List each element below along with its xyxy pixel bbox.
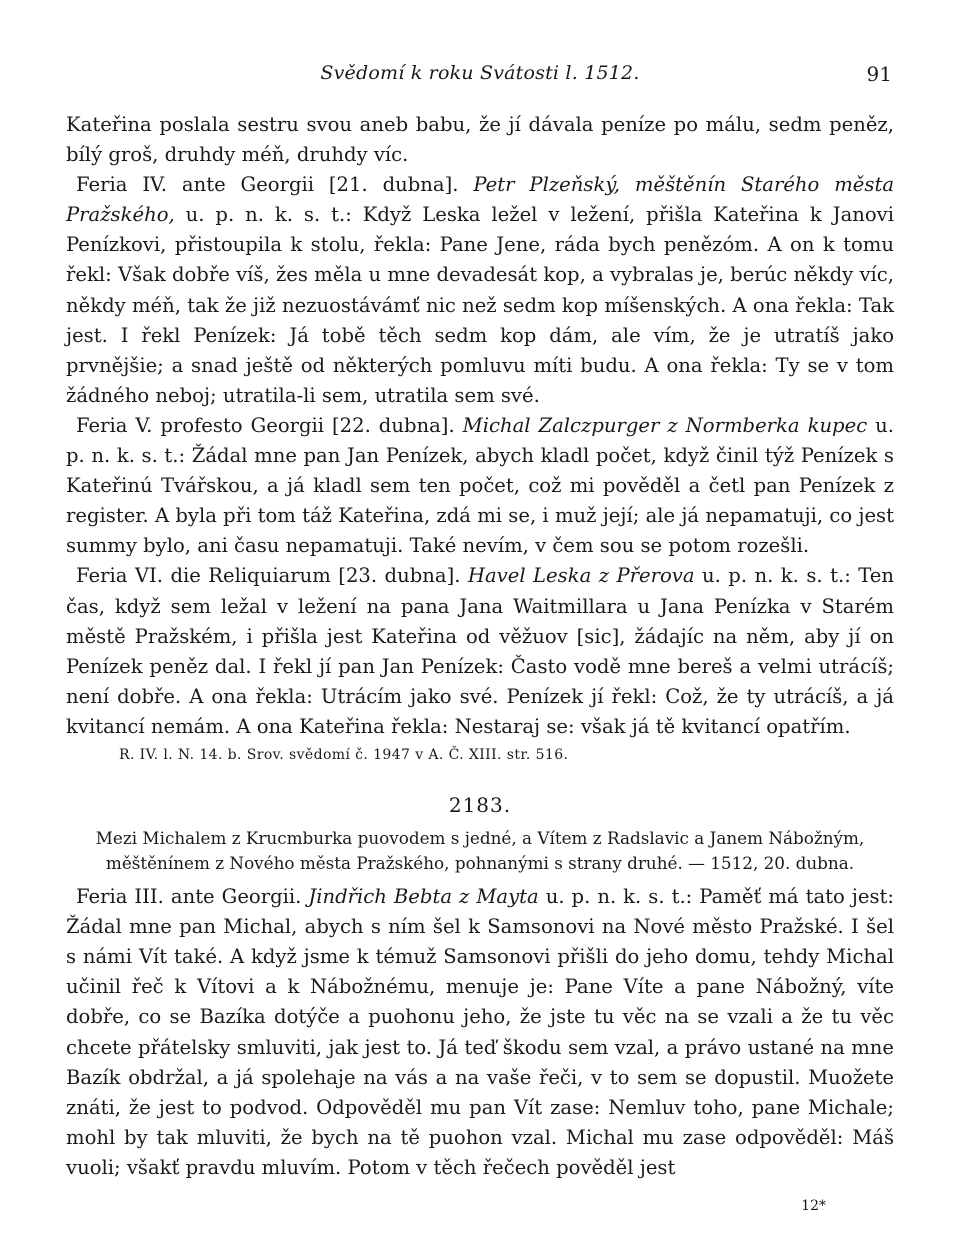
page-number: 91 (866, 62, 892, 86)
witness-name: Michal Zalczpurger z Normberka kupec (462, 413, 868, 437)
paragraph-date: Feria III. ante Georgii. (76, 885, 309, 909)
page-header (66, 56, 894, 86)
source-reference: R. IV. l. N. 14. b. Srov. svědomí č. 1947 v A. Č. XIII. str. 516. (119, 746, 569, 763)
paragraph (66, 411, 894, 561)
paragraph-text: u. p. n. k. s. t.: Žádal mne pan Jan Penízek, abych kladl počet, když činil týž Penízek s Kateřinú Tvářskou, a já kladl sem ten počet, což mi pověděl a četl pan Penízek z register. A byla při tom táž Kateřina, zdá mi se, i muž její; ale já nepamatuji, co jest summy bylo, ani času nepamatuji. Také nevím, v čem sou se potom rozešli. (66, 413, 894, 558)
paragraph-text: Kateřina poslala sestru svou aneb babu, že jí dávala peníze po málu, sedm peněz, bílý groš, druhdy méň, druhdy víc. (66, 113, 894, 167)
paragraph-date: Feria VI. die Reliquiarum [23. dubna]. (76, 564, 468, 588)
paragraph (66, 110, 894, 170)
paragraph (66, 882, 894, 1183)
entry-number: 2183. (448, 792, 512, 817)
witness-name: Petr Plzeňský, měštěnín Starého města Pražského, (66, 173, 895, 227)
paragraph-text: u. p. n. k. s. t.: Ten čas, když sem ležal v ležení na pana Jana Waitmillara u Jana Penízka v Starém městě Pražském, i přišla jest Kateřina od věžuov [sic], žádajíc na něm, aby jí on Penízek peněz dal. I řekl jí pan Jan Penízek: Často vodě mne bereš a velmi utrácíš; není dobře. A ona řekla: Utrácím jako své. Penízek jí řekl: Což, že ty utrácíš, a já kvitancí nemám. A ona Kateřina řekla: Nestaraj se: však já tě kvitancí opatřím. (66, 564, 894, 738)
paragraph-date: Feria IV. ante Georgii [21. dubna]. (76, 173, 474, 197)
paragraph (66, 170, 894, 411)
paragraph-text: u. p. n. k. s. t.: Když Leska ležel v ležení, přišla Kateřina k Janovi Penízkovi, přistoupila k stolu, řekla: Pane Jene, ráda bych penězóm. A on k tomu řekl: Však dobře víš, žes měla u mne devadesát kop, a vybralas je, berúc někdy víc, někdy méň, tak že již nezuostávámť nic než sedm kop míšenských. A ona řekla: Tak jest. I řekl Penízek: Já tobě těch sedm kop dám, ale vím, že je utratíš jako prvnějšie; a snad ještě od některých pomluvu míti budu. A ona řekla: Ty se v tom žádného neboj; utratila-li sem, utratila sem své. (66, 203, 894, 407)
signature-mark: 12* (801, 1198, 826, 1214)
paragraph-text: u. p. n. k. s. t.: Paměť má tato jest: Žádal mne pan Michal, abych s ním šel k Samsonovi na Nové město Pražské. I šel s námi Vít také. A když jsme k témuž Samsonovi přišli do jeho domu, tehdy Michal učinil řeč k Vítovi a k Nábožnému, menuje je: Pane Víte a pane Nábožný, víte dobře, co se Bazíka dotýče a puohonu jeho, že jste tu věc na se vzali a že tu věc chcete přátelsky smluviti, jak jest to. Já teď škodu sem vzal, a právo ustané na mne Bazík obdržal, a já spolehaje na vás a na vaše řeči, v to sem se dopustil. Muožete znáti, že jest to podvod. Odpověděl mu pan Vít zase: Nemluv toho, pane Michale; mohl by tak mluviti, že bych na tě puohon vzal. Michal mu zase odpověděl: Máš vuoli; všakť pravdu mluvím. Potom v těch řečech pověděl jest (66, 885, 895, 1179)
document-page (66, 56, 894, 1221)
witness-name: Jindřich Bebta z Mayta (308, 885, 539, 909)
paragraph (66, 561, 894, 742)
entry-summary: Mezi Michalem z Krucmburka puovodem s jedné, a Vítem z Radslavic a Janem Nábožným, měštěnínem z Nového města Pražského, pohnanými s strany druhé. — 1512, 20. dubna. (95, 828, 865, 874)
witness-name: Havel Leska z Přerova (467, 564, 695, 588)
document-body (66, 110, 894, 1221)
running-title: Svědomí k roku Svátosti l. 1512. (320, 62, 640, 84)
paragraph-date: Feria V. profesto Georgii [22. dubna]. (76, 413, 463, 437)
